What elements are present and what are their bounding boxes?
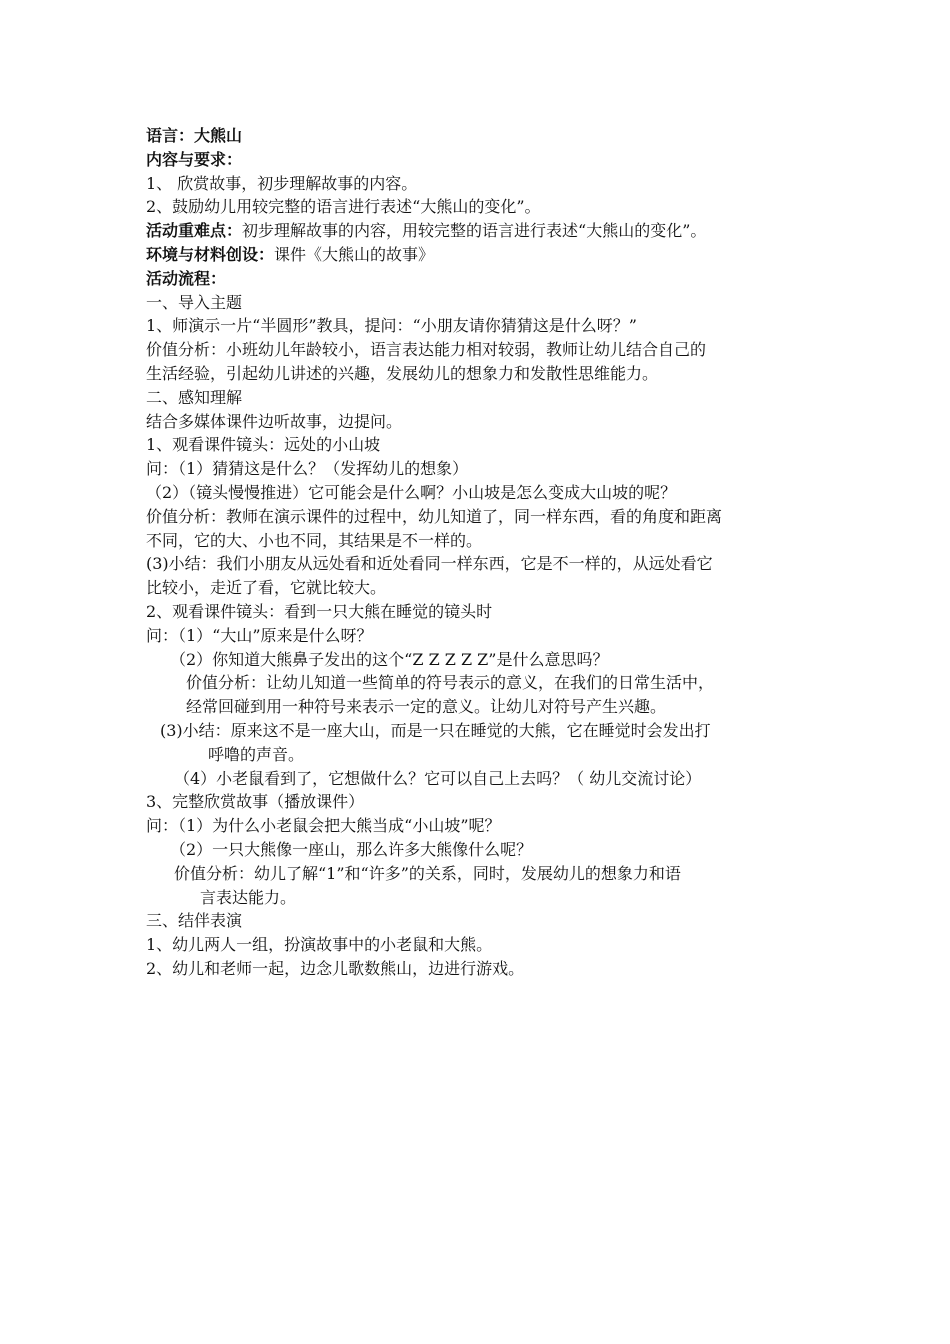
section-item: 1、幼儿两人一组，扮演故事中的小老鼠和大熊。 (146, 935, 493, 955)
question-line: （2）（镜头慢慢推进）它可能会是什么啊？小山坡是怎么变成大山坡的呢？ (146, 482, 677, 502)
value-analysis-cont: 经常回碰到用一种符号来表示一定的意义。让幼儿对符号产生兴趣。 (186, 697, 667, 717)
section-item: 2、幼儿和老师一起，边念儿歌数熊山，边进行游戏。 (146, 958, 525, 978)
summary-line: (3)小结：原来这不是一座大山，而是一只在睡觉的大熊，它在睡觉时会发出打 (160, 720, 711, 740)
summary-line: (3)小结：我们小朋友从远处看和近处看同一样东西，它是不一样的，从远处看它 (146, 554, 713, 574)
question-line: （4）小老鼠看到了，它想做什么？它可以自己上去吗？（ 幼儿交流讨论） (174, 768, 702, 788)
section-heading: 一、导入主题 (146, 292, 243, 312)
materials-text: 课件《大熊山的故事》 (274, 244, 435, 264)
difficulty-text: 初步理解故事的内容，用较完整的语言进行表述“大熊山的变化”。 (242, 221, 707, 241)
section-item: 3、完整欣赏故事（播放课件） (146, 792, 365, 812)
section-item: 1、观看课件镜头：远处的小山坡 (146, 435, 381, 455)
difficulty-label: 活动重难点： (146, 221, 243, 241)
question-line: 问：（1）“大山”原来是什么呀？ (146, 625, 373, 645)
section-item: 1、师演示一片“半圆形”教具，提问：“小朋友请你猜猜这是什么呀？” (146, 316, 637, 336)
summary-line-cont: 呼噜的声音。 (208, 744, 305, 764)
requirement-item: 1、 欣赏故事，初步理解故事的内容。 (146, 173, 418, 193)
value-analysis-cont: 生活经验，引起幼儿讲述的兴趣，发展幼儿的想象力和发散性思维能力。 (146, 363, 659, 383)
summary-line-cont: 比较小，走近了看，它就比较大。 (146, 578, 387, 598)
section-heading: 二、感知理解 (146, 387, 243, 407)
value-analysis-cont: 不同，它的大、小也不同，其结果是不一样的。 (146, 530, 483, 550)
difficulty-line (146, 219, 826, 243)
question-line: 问：（1）为什么小老鼠会把大熊当成“小山坡”呢？ (146, 816, 501, 836)
question-line: 问：（1）猜猜这是什么？（发挥幼儿的想象） (146, 459, 469, 479)
lesson-title (146, 124, 826, 148)
requirements-heading: 内容与要求： (146, 149, 243, 169)
process-heading: 活动流程： (146, 268, 227, 288)
title-text: 大熊山 (194, 126, 243, 145)
materials-line (146, 243, 826, 267)
requirement-item: 2、鼓励幼儿用较完整的语言进行表述“大熊山的变化”。 (146, 197, 541, 217)
value-analysis: 价值分析：教师在演示课件的过程中，幼儿知道了，同一样东西，看的角度和距离 (146, 506, 723, 526)
section-heading: 三、结伴表演 (146, 911, 243, 931)
question-line: （2）你知道大熊鼻子发出的这个“Z Z Z Z Z”是什么意思吗？ (170, 649, 609, 669)
lesson-plan-body (146, 124, 826, 981)
section-intro: 结合多媒体课件边听故事，边提问。 (146, 411, 403, 431)
value-analysis: 价值分析：小班幼儿年龄较小，语言表达能力相对较弱，教师让幼儿结合自己的 (146, 340, 707, 360)
title-label: 语言： (146, 126, 195, 145)
value-analysis: 价值分析：让幼儿知道一些简单的符号表示的意义，在我们的日常生活中， (186, 673, 715, 693)
section-item: 2、观看课件镜头：看到一只大熊在睡觉的镜头时 (146, 601, 493, 621)
value-analysis-cont: 言表达能力。 (200, 887, 297, 907)
question-line: （2）一只大熊像一座山，那么许多大熊像什么呢？ (170, 839, 533, 859)
materials-label: 环境与材料创设： (146, 244, 275, 264)
value-analysis: 价值分析：幼儿了解“1”和“许多”的关系，同时，发展幼儿的想象力和语 (174, 863, 681, 883)
